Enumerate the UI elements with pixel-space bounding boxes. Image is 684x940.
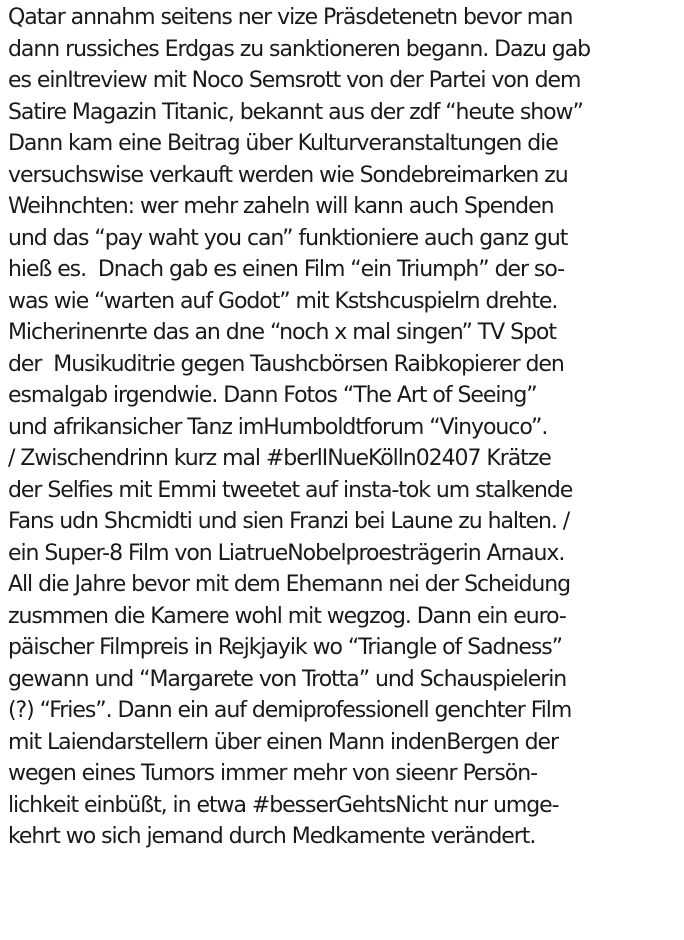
- text-line-10: was wie “warten auf Godot” mit Kstshcuspielrn drehte.: [8, 288, 558, 314]
- text-line-23: (?) “Fries”. Dann ein auf demiprofessionell genchter Film: [8, 698, 572, 723]
- text-line-19: All die Jahre bevor mit dem Ehemann nei der Scheidung: [8, 572, 571, 597]
- text-line-5: Dann kam eine Beitrag über Kulturveranstaltungen die: [8, 131, 558, 156]
- text-line-14: und afrikansicher Tanz imHumboldtforum “Vinyouco”.: [8, 414, 548, 440]
- text-line-12: der Musikuditrie gegen Taushcbörsen Raibkopierer den: [8, 351, 564, 377]
- text-line-22: gewann und “Margarete von Trotta” und Schauspielerin: [8, 666, 567, 692]
- text-line-8: und das “pay waht you can” funktioniere auch ganz gut: [8, 225, 568, 251]
- text-line-6: versuchswise verkauft werden wie Sondebreimarken zu: [8, 162, 568, 188]
- text-line-13: esmalgab irgendwie. Dann Fotos “The Art of Seeing”: [8, 383, 537, 408]
- text-line-7: Weihnchten: wer mehr zaheln will kann auch Spenden: [8, 194, 554, 219]
- text-line-25: wegen eines Tumors immer mehr von sieenr Persön-: [8, 761, 537, 786]
- text-line-1: Qatar annahm seitens ner vize Präsdetenetn bevor man: [8, 5, 573, 30]
- text-line-15: / Zwischendrinn kurz mal #berlINueKölln02407 Krätze: [8, 446, 551, 471]
- text-line-27: kehrt wo sich jemand durch Medkamente verändert.: [8, 824, 536, 849]
- text-line-18: ein Super-8 Film von LiatrueNobelproesträgerin Arnaux.: [8, 540, 565, 566]
- text-line-9: hieß es. Dnach gab es einen Film “ein Triumph” der so-: [8, 257, 565, 282]
- text-line-2: dann russiches Erdgas zu sanktioneren begann. Dazu gab: [8, 36, 591, 62]
- text-line-17: Fans udn Shcmidti und sien Franzi bei Laune zu halten. /: [8, 509, 570, 534]
- text-line-3: es einItreview mit Noco Semsrott von der Partei von dem: [8, 68, 581, 93]
- text-line-4: Satire Magazin Titanic, bekannt aus der zdf “heute show”: [8, 99, 583, 125]
- text-line-26: lichkeit einbüßt, in etwa #besserGehtsNicht nur umge-: [8, 792, 559, 818]
- text-line-21: päischer Filmpreis in Rejkjayik wo “Triangle of Sadness”: [8, 635, 563, 660]
- body-text: [8, 2, 684, 853]
- text-line-16: der Selfies mit Emmi tweetet auf insta-tok um stalkende: [8, 477, 573, 503]
- text-line-20: zusmmen die Kamere wohl mit wegzog. Dann ein euro-: [8, 603, 566, 629]
- text-line-11: Micherinenrte das an dne “noch x mal singen” TV Spot: [8, 320, 556, 345]
- text-line-24: mit Laiendarstellern über einen Mann indenBergen der: [8, 729, 559, 755]
